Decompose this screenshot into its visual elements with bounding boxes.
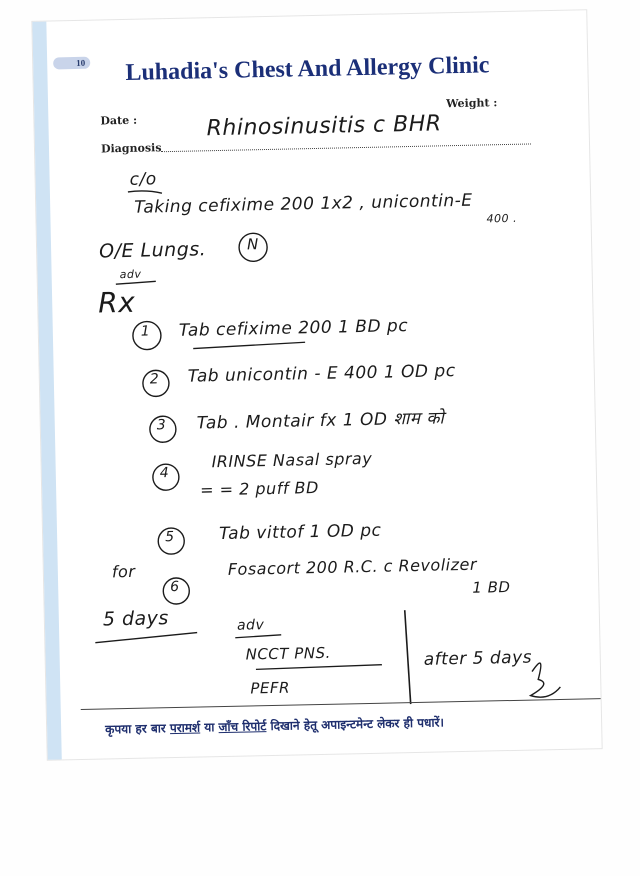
- rx-item: Tab unicontin - E 400 1 OD pc: [187, 361, 456, 387]
- advice-followup: after 5 days: [423, 647, 533, 670]
- rx-adv-label: adv: [119, 267, 142, 282]
- rx-item-number: 3: [156, 417, 167, 434]
- prescription-page: [32, 10, 601, 759]
- exam-text: O/E Lungs.: [98, 238, 207, 263]
- rx-duration: 5 days: [102, 607, 170, 631]
- rx-item: Tab . Montair fx 1 OD शाम को: [196, 408, 445, 434]
- rx-item-number: 5: [164, 529, 175, 546]
- date-label: Date :: [100, 113, 138, 128]
- rx-item-number: 1: [140, 323, 151, 340]
- history-line: Taking cefixime 200 1x2 , unicontin-E: [134, 190, 473, 218]
- advice-item: NCCT PNS.: [245, 643, 331, 664]
- rx-symbol: Rx: [97, 285, 136, 320]
- history-heading: c/o: [129, 169, 157, 190]
- history-line-sub: 400 .: [486, 211, 518, 226]
- rx-item: IRINSE Nasal spray: [211, 448, 373, 472]
- rx-item-number: 4: [159, 465, 170, 482]
- diagnosis-value: Rhinosinusitis c BHR: [206, 111, 442, 142]
- advice-item: PEFR: [250, 678, 291, 698]
- rx-item-number: 2: [149, 371, 160, 388]
- rx-item: Tab vittof 1 OD pc: [218, 520, 382, 545]
- clinic-title: Luhadia's Chest And Allergy Clinic: [125, 52, 490, 86]
- footer-note: कृपया हर बार परामर्श या जाँच रिपोर्ट दिखाने हेतू अपाइन्टमेन्ट लेकर ही पधारें।: [105, 715, 445, 737]
- rx-item-number: 6: [170, 578, 180, 596]
- handwriting-strokes: [46, 10, 601, 759]
- diagnosis-label: Diagnosis: [100, 141, 162, 156]
- rx-item-subtext: = = 2 puff BD: [199, 477, 320, 500]
- advice-label: adv: [236, 617, 265, 634]
- weight-label: Weight :: [446, 96, 498, 111]
- rx-item: Tab cefixime 200 1 BD pc: [178, 316, 409, 341]
- page-number-badge: 10: [53, 57, 90, 70]
- rx-item: Fosacort 200 R.C. c Revolizer: [227, 554, 478, 579]
- exam-result: N: [246, 235, 259, 254]
- rx-item-subtext: 1 BD: [472, 577, 511, 597]
- rx-duration-prefix: for: [111, 561, 136, 582]
